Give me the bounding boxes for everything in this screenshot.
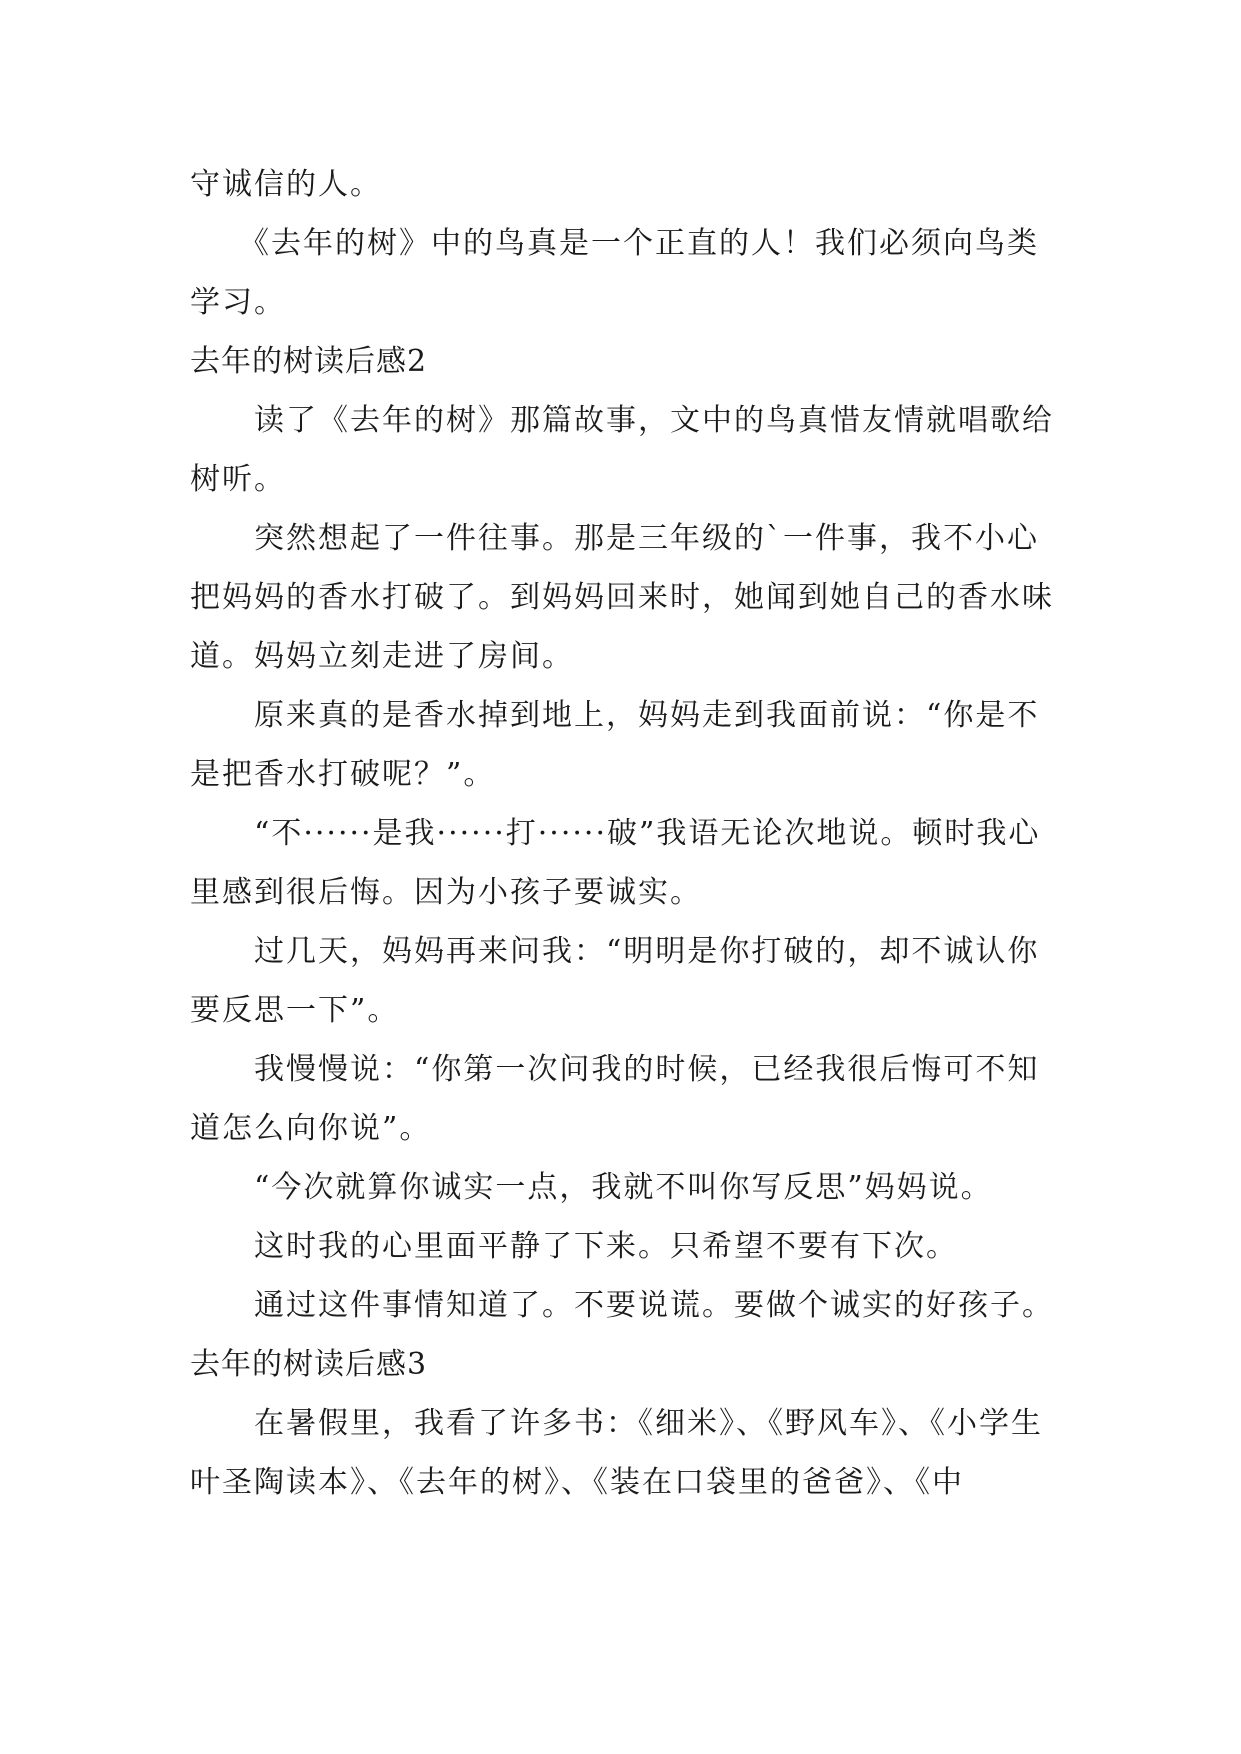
paragraph: 通过这件事情知道了。不要说谎。要做个诚实的好孩子。 (190, 1288, 1054, 1323)
document-body (190, 155, 1070, 1512)
paragraph: “不······是我······打······破”我语无论次地说。顿时我心里感到很后悔。因为小孩子要诚实。 (190, 816, 1041, 910)
paragraph: 我慢慢说：“你第一次问我的时候，已经我很后悔可不知道怎么向你说”。 (190, 1052, 1040, 1146)
paragraph: 在暑假里，我看了许多书：《细米》、《野风车》、《小学生叶圣陶读本》、《去年的树》、《装在口袋里的爸爸》、《中 (190, 1406, 1043, 1500)
paragraph: 读了《去年的树》那篇故事，文中的鸟真惜友情就唱歌给树听。 (190, 403, 1054, 497)
paragraph: 守诚信的人。 (190, 167, 382, 202)
paragraph: 突然想起了一件往事。那是三年级的`一件事，我不小心把妈妈的香水打破了。到妈妈回来时，她闻到她自己的香水味道。妈妈立刻走进了房间。 (190, 521, 1054, 674)
paragraph: 过几天，妈妈再来问我：“明明是你打破的，却不诚认你要反思一下”。 (190, 934, 1040, 1028)
paragraph: 这时我的心里面平静了下来。只希望不要有下次。 (190, 1229, 958, 1264)
paragraph: 原来真的是香水掉到地上，妈妈走到我面前说：“你是不是把香水打破呢？”。 (190, 698, 1040, 792)
paragraph: 《去年的树》中的鸟真是一个正直的人！我们必须向鸟类学习。 (190, 226, 1039, 320)
section-heading: 去年的树读后感3 (190, 1347, 428, 1382)
paragraph: “今次就算你诚实一点，我就不叫你写反思”妈妈说。 (190, 1170, 993, 1205)
section-heading: 去年的树读后感2 (190, 344, 428, 379)
